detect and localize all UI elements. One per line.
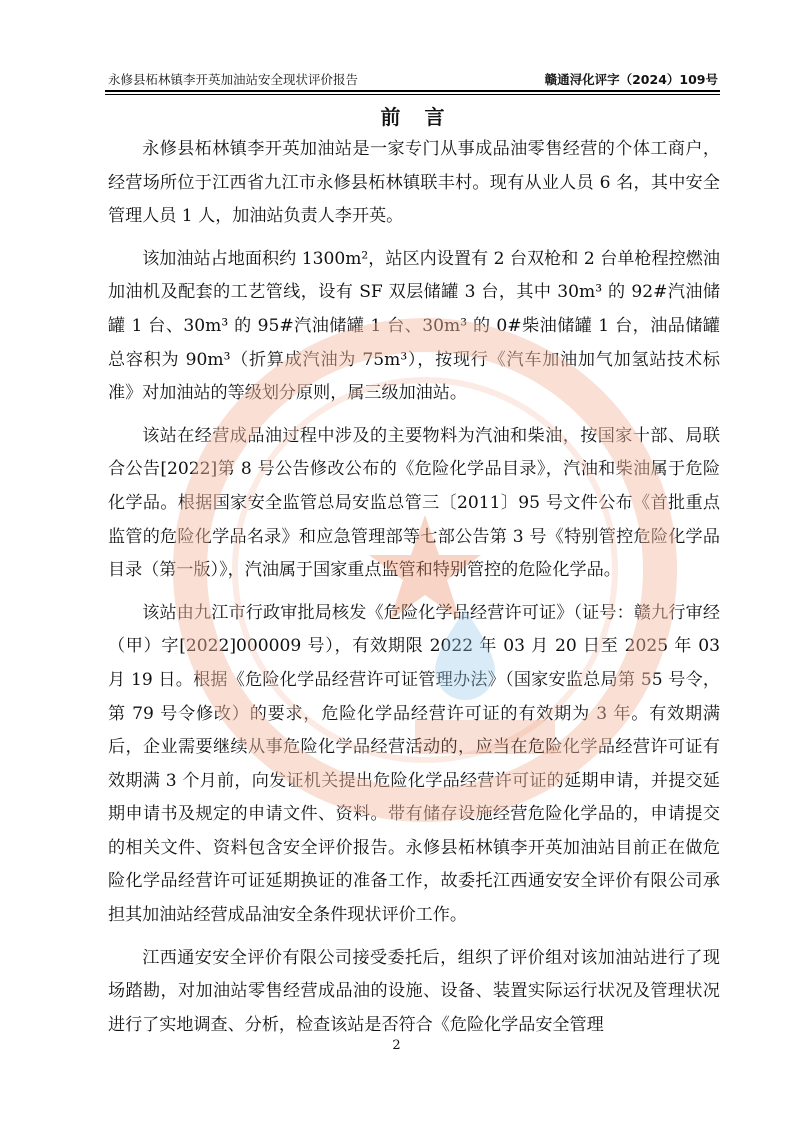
header-report-title: 永修县柘林镇李开英加油站安全现状评价报告 xyxy=(108,72,359,87)
header-rule-thick xyxy=(105,90,720,92)
paragraph: 该站在经营成品油过程中涉及的主要物料为汽油和柴油，按国家十部、局联合公告[2022]第 8 号公告修改公布的《危险化学品目录》，汽油和柴油属于危险化学品。根据国家安全监管总局安监总管三〔2011〕95 号文件公布《首批重点监管的危险化学品名录》和应急管理部等七部公告第 3 号《特别管控危险化学品目录（第一版）》，汽油属于国家重点监管和特别管控的危险化学品。 xyxy=(108,425,720,581)
header-report-number: 赣通浔化评字（2024）109号 xyxy=(544,72,718,87)
section-title: 前言 xyxy=(380,105,469,129)
header-rule-thin xyxy=(105,94,720,95)
paragraph: 江西通安安全评价有限公司接受委托后，组织了评价组对该加油站进行了现场踏勘，对加油站零售经营成品油的设施、设备、装置实际运行状况及管理状况进行了实地调查、分析，检查该站是否符合《危险化学品安全管理 xyxy=(108,947,720,1035)
paragraph: 该加油站占地面积约 1300m²，站区内设置有 2 台双枪和 2 台单枪程控燃油加油机及配套的工艺管线，设有 SF 双层储罐 3 台，其中 30m³ 的 92#汽油储罐 1 台、30m³ 的 95#汽油储罐 1 台、30m³ 的 0#柴油储罐 1 台，油品储罐总容积为 90m³（折算成汽油为 75m³），按现行《汽车加油加气加氢站技术标准》对加油站的等级划分原则，属三级加油站。 xyxy=(108,248,720,404)
page-number: 2 xyxy=(392,1038,401,1053)
paragraph: 该站由九江市行政审批局核发《危险化学品经营许可证》（证号：赣九行审经（甲）字[2022]000009 号），有效期限 2022 年 03 月 20 日至 2025 年 03 月 19 日。根据《危险化学品经营许可证管理办法》（国家安监总局第 55 号令，第 79 号令修改）的要求，危险化学品经营许可证的有效期为 3 年。有效期满后，企业需要继续从事危险化学品经营活动的，应当在危险化学品经营许可证有效期满 3 个月前，向发证机关提出危险化学品经营许可证的延期申请，并提交延期申请书及规定的申请文件、资料。带有储存设施经营危险化学品的，申请提交的相关文件、资料包含安全评价报告。永修县柘林镇李开英加油站目前正在做危险化学品经营许可证延期换证的准备工作，故委托江西通安安全评价有限公司承担其加油站经营成品油安全条件现状评价工作。 xyxy=(108,602,720,926)
paragraph: 永修县柘林镇李开英加油站是一家专门从事成品油零售经营的个体工商户，经营场所位于江西省九江市永修县柘林镇联丰村。现有从业人员 6 名，其中安全管理人员 1 人，加油站负责人李开英。 xyxy=(108,139,720,227)
body-text xyxy=(108,133,720,1051)
running-header xyxy=(108,70,718,88)
